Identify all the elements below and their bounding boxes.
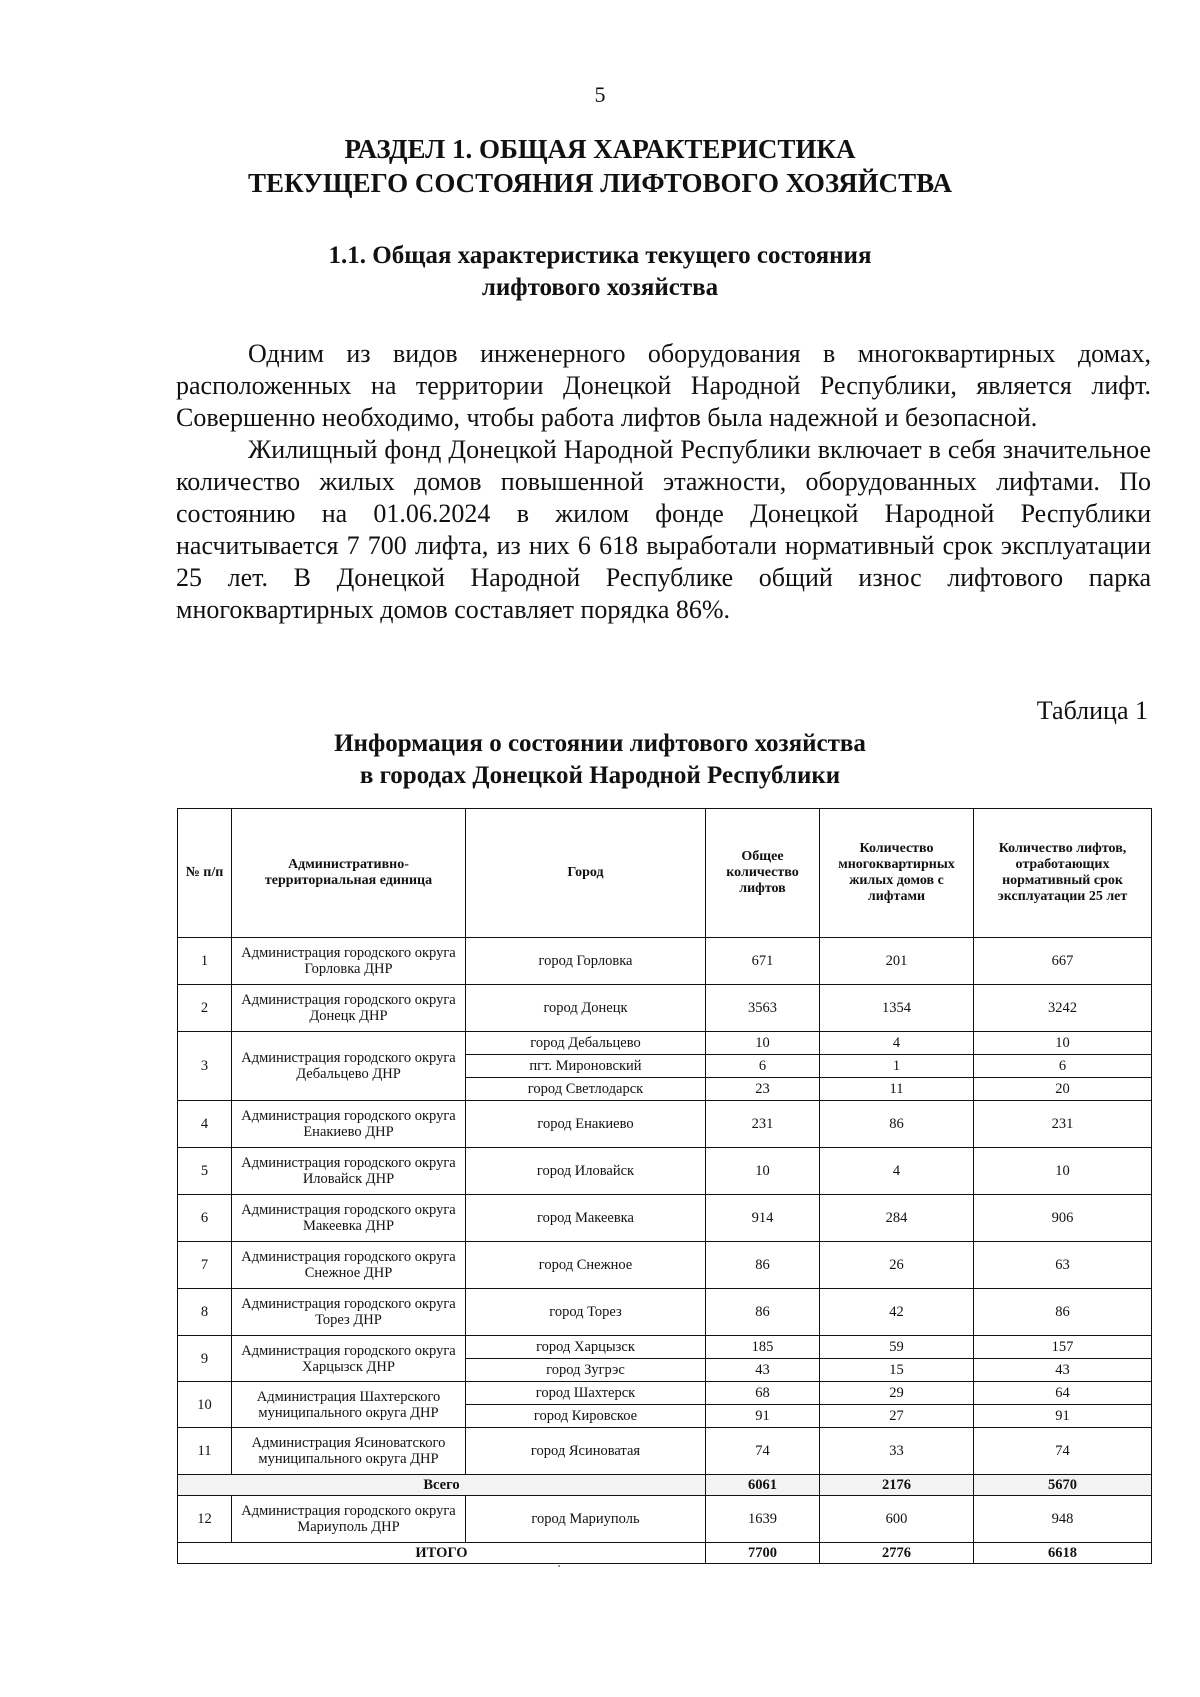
table-row — [178, 1195, 1152, 1242]
paragraph-2: Жилищный фонд Донецкой Народной Республики включает в себя значительное количество жилых домов повышенной этажности, оборудованных лифтами. По состоянию на 01.06.2024 в жилом фонде Донецкой Народной Республики насчитывается 7 700 лифта, из них 6 618 выработали нормативный срок эксплуатации 25 лет. В Донецкой Народной Республике общий износ лифтового парка многоквартирных домов составляет порядка 86%. — [176, 435, 1151, 624]
cell-city: город Дебальцево — [466, 1032, 706, 1055]
cell-unit: Администрация городского округа Енакиево ДНР — [232, 1101, 466, 1148]
subsection-title-line-1: 1.1. Общая характеристика текущего состояния — [328, 242, 872, 269]
table-row — [178, 1428, 1152, 1475]
table-row — [178, 1242, 1152, 1289]
paragraph-1: Одним из видов инженерного оборудования в многоквартирных домах, расположенных на территории Донецкой Народной Республики, является лифт. Совершенно необходимо, чтобы работа лифтов была надежной и безопасной. — [176, 339, 1151, 432]
header-city: Город — [466, 809, 706, 938]
cell-unit: Администрация городского округа Харцызск ДНР — [232, 1336, 466, 1382]
cell-total: 91 — [706, 1405, 820, 1428]
cell-expired: 74 — [974, 1428, 1152, 1475]
page-number: 5 — [594, 82, 606, 107]
cell-city: город Горловка — [466, 938, 706, 985]
subtotal-total: 6061 — [706, 1475, 820, 1496]
header-total: Общее количество лифтов — [706, 809, 820, 938]
cell-houses: 600 — [820, 1496, 974, 1543]
cell-expired: 10 — [974, 1032, 1152, 1055]
cell-unit: Администрация Ясиноватского муниципального округа ДНР — [232, 1428, 466, 1475]
header-num: № п/п — [178, 809, 232, 938]
lift-table — [177, 808, 1152, 1564]
grand-total-row — [178, 1543, 1152, 1564]
grand-total-expired: 6618 — [974, 1543, 1152, 1564]
table-row — [178, 1496, 1152, 1543]
cell-city: город Харцызск — [466, 1336, 706, 1359]
cell-expired: 667 — [974, 938, 1152, 985]
cell-total: 43 — [706, 1359, 820, 1382]
cell-unit: Администрация городского округа Иловайск ДНР — [232, 1148, 466, 1195]
cell-num: 4 — [178, 1101, 232, 1148]
cell-expired: 64 — [974, 1382, 1152, 1405]
cell-city: город Снежное — [466, 1242, 706, 1289]
cell-total: 231 — [706, 1101, 820, 1148]
header-houses: Количество многоквартирных жилых домов с лифтами — [820, 809, 974, 938]
cell-houses: 1 — [820, 1055, 974, 1078]
cell-city: город Ясиноватая — [466, 1428, 706, 1475]
table-header-row — [178, 809, 1152, 938]
cell-expired: 6 — [974, 1055, 1152, 1078]
grand-total-label: ИТОГО — [178, 1543, 706, 1564]
cell-houses: 59 — [820, 1336, 974, 1359]
cell-total: 10 — [706, 1148, 820, 1195]
cell-city: город Макеевка — [466, 1195, 706, 1242]
cell-expired: 43 — [974, 1359, 1152, 1382]
cell-num: 3 — [178, 1032, 232, 1101]
cell-unit: Администрация городского округа Горловка ДНР — [232, 938, 466, 985]
table-row — [178, 1382, 1152, 1405]
cell-houses: 201 — [820, 938, 974, 985]
table-row — [178, 938, 1152, 985]
cell-city: город Шахтерск — [466, 1382, 706, 1405]
cell-total: 1639 — [706, 1496, 820, 1543]
cell-total: 74 — [706, 1428, 820, 1475]
cell-total: 6 — [706, 1055, 820, 1078]
cell-houses: 15 — [820, 1359, 974, 1382]
cell-unit: Администрация городского округа Макеевка ДНР — [232, 1195, 466, 1242]
cell-houses: 4 — [820, 1032, 974, 1055]
cell-num: 6 — [178, 1195, 232, 1242]
subtotal-label: Всего — [178, 1475, 706, 1496]
cell-houses: 1354 — [820, 985, 974, 1032]
subtotal-row — [178, 1475, 1152, 1496]
subtotal-expired: 5670 — [974, 1475, 1152, 1496]
cell-total: 914 — [706, 1195, 820, 1242]
cell-num: 12 — [178, 1496, 232, 1543]
cell-city: город Иловайск — [466, 1148, 706, 1195]
header-unit: Административно-территориальная единица — [232, 809, 466, 938]
cell-num: 2 — [178, 985, 232, 1032]
cell-city: город Мариуполь — [466, 1496, 706, 1543]
cell-expired: 3242 — [974, 985, 1152, 1032]
cell-city: город Торез — [466, 1289, 706, 1336]
cell-houses: 86 — [820, 1101, 974, 1148]
table-title — [0, 728, 1200, 792]
cell-unit: Администрация городского округа Дебальцево ДНР — [232, 1032, 466, 1101]
cell-expired: 906 — [974, 1195, 1152, 1242]
cell-unit: Администрация городского округа Торез ДНР — [232, 1289, 466, 1336]
cell-unit: Администрация Шахтерского муниципального округа ДНР — [232, 1382, 466, 1428]
table-title-line-1: Информация о состоянии лифтового хозяйства — [334, 730, 866, 757]
cell-houses: 29 — [820, 1382, 974, 1405]
table-row — [178, 985, 1152, 1032]
cell-num: 5 — [178, 1148, 232, 1195]
cell-num: 7 — [178, 1242, 232, 1289]
cell-city: пгт. Мироновский — [466, 1055, 706, 1078]
cell-expired: 86 — [974, 1289, 1152, 1336]
cell-num: 10 — [178, 1382, 232, 1428]
cell-total: 86 — [706, 1242, 820, 1289]
table-title-line-2: в городах Донецкой Народной Республики — [359, 762, 841, 789]
cell-expired: 231 — [974, 1101, 1152, 1148]
subtotal-houses: 2176 — [820, 1475, 974, 1496]
subsection-title-line-2: лифтового хозяйства — [481, 274, 719, 301]
section-title — [0, 132, 1200, 200]
cell-city: город Зугрэс — [466, 1359, 706, 1382]
cell-expired: 91 — [974, 1405, 1152, 1428]
cell-num: 8 — [178, 1289, 232, 1336]
cell-houses: 27 — [820, 1405, 974, 1428]
cell-total: 185 — [706, 1336, 820, 1359]
grand-total-houses: 2776 — [820, 1543, 974, 1564]
cell-expired: 63 — [974, 1242, 1152, 1289]
cell-houses: 4 — [820, 1148, 974, 1195]
header-expired: Количество лифтов, отработающих нормативный срок эксплуатации 25 лет — [974, 809, 1152, 938]
cell-city: город Донецк — [466, 985, 706, 1032]
cell-houses: 42 — [820, 1289, 974, 1336]
cell-total: 23 — [706, 1078, 820, 1101]
cell-total: 68 — [706, 1382, 820, 1405]
grand-total-total: 7700 — [706, 1543, 820, 1564]
cell-expired: 20 — [974, 1078, 1152, 1101]
cell-num: 11 — [178, 1428, 232, 1475]
scan-speck — [558, 1565, 560, 1567]
cell-total: 86 — [706, 1289, 820, 1336]
cell-unit: Администрация городского округа Донецк ДНР — [232, 985, 466, 1032]
cell-expired: 157 — [974, 1336, 1152, 1359]
table-label: Таблица 1 — [1036, 696, 1148, 725]
body-text — [176, 338, 1151, 626]
cell-num: 1 — [178, 938, 232, 985]
cell-expired: 948 — [974, 1496, 1152, 1543]
table-row — [178, 1101, 1152, 1148]
cell-city: город Кировское — [466, 1405, 706, 1428]
subsection-title — [0, 240, 1200, 304]
cell-city: город Светлодарск — [466, 1078, 706, 1101]
cell-houses: 26 — [820, 1242, 974, 1289]
cell-unit: Администрация городского округа Снежное ДНР — [232, 1242, 466, 1289]
cell-total: 671 — [706, 938, 820, 985]
cell-city: город Енакиево — [466, 1101, 706, 1148]
cell-num: 9 — [178, 1336, 232, 1382]
cell-total: 10 — [706, 1032, 820, 1055]
section-title-line-1: РАЗДЕЛ 1. ОБЩАЯ ХАРАКТЕРИСТИКА — [344, 134, 856, 164]
cell-houses: 284 — [820, 1195, 974, 1242]
cell-expired: 10 — [974, 1148, 1152, 1195]
cell-total: 3563 — [706, 985, 820, 1032]
cell-unit: Администрация городского округа Мариуполь ДНР — [232, 1496, 466, 1543]
table-row — [178, 1032, 1152, 1055]
cell-houses: 33 — [820, 1428, 974, 1475]
table-row — [178, 1148, 1152, 1195]
section-title-line-2: ТЕКУЩЕГО СОСТОЯНИЯ ЛИФТОВОГО ХОЗЯЙСТВА — [248, 168, 952, 198]
table-row — [178, 1336, 1152, 1359]
table-row — [178, 1289, 1152, 1336]
cell-houses: 11 — [820, 1078, 974, 1101]
